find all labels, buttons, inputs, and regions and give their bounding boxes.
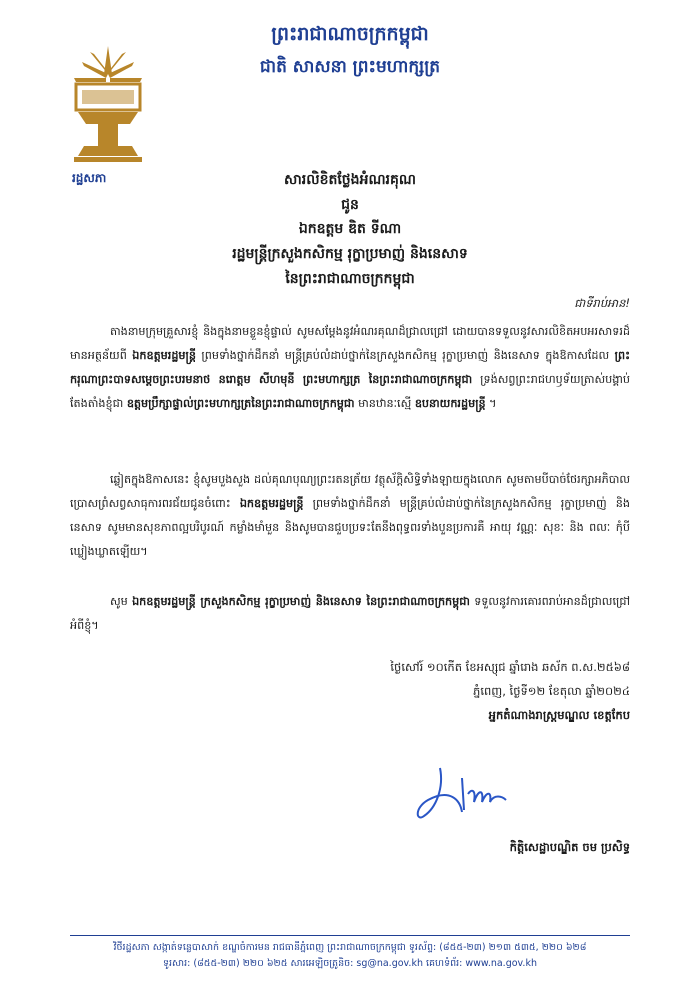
salutation: ជាទីរាប់អាន! bbox=[574, 296, 630, 310]
national-assembly-emblem-icon bbox=[68, 44, 148, 166]
letter-title: សារលិខិតថ្លែងអំណរគុណ bbox=[284, 172, 416, 188]
signature-icon bbox=[410, 738, 530, 828]
paragraph-1: តាងនាមក្រុមគ្រួសារខ្ញុំ និងក្នុងនាមខ្លួនខ្ញុំផ្ទាល់ សូមសម្តែងនូវអំណរគុណដ៏ជ្រាលជ្រៅ ដោយបានទទួលនូវសារលិខិតអបអរសាទរដ៏មានអត្ថន័យពី ឯកឧត្តមរដ្ឋមន្ត្រី ព្រមទាំងថ្នាក់ដឹកនាំ មន្ត្រីគ្រប់លំដាប់ថ្នាក់នៃក្រសួងកសិកម្ម រុក្ខាប្រមាញ់ និងនេសាទ ក្នុងឱកាសដែល ព្រះករុណាព្រះបាទសម្តេចព្រះបរមនាថ នរោត្តម សីហមុនី ព្រះមហាក្សត្រ នៃព្រះរាជាណាចក្រកម្ពុជា ទ្រង់សព្វព្រះរាជហឫទ័យត្រាស់បង្គាប់តែងតាំងខ្ញុំជា ឧត្តមប្រឹក្សាផ្ទាល់ព្រះមហាក្សត្រនៃព្រះរាជាណាចក្រកម្ពុជា មានឋានៈស្មើ ឧបនាយករដ្ឋមន្ត្រី ។ bbox=[70, 325, 630, 410]
footer-contact: ទូរសារ: (៨៥៥-២៣) ២២០ ៦២៥ សារអេឡិចត្រូនិច: sg@na.gov.kh គេហទំព័រ: www.na.gov.kh bbox=[163, 958, 537, 969]
header-motto: ជាតិ សាសនា ព្រះមហាក្សត្រ bbox=[259, 57, 441, 77]
header-kingdom: ព្រះរាជាណាចក្រកម្ពុជា bbox=[271, 23, 429, 45]
recipient-position: រដ្ឋមន្ត្រីក្រសួងកសិកម្ម រុក្ខាប្រមាញ់ និងនេសាទ bbox=[232, 246, 468, 262]
recipient-name: ឯកឧត្តម ឌិត ទីណា bbox=[298, 221, 402, 237]
date-lunar: ថ្ងៃសៅរ៍ ១០កើត ខែអស្សុជ ឆ្នាំរោង ឆស័ក ព.ស.២៥៦៨ bbox=[390, 660, 630, 674]
recipient-country: នៃព្រះរាជាណាចក្រកម្ពុជា bbox=[285, 271, 415, 287]
letter-to: ជូន bbox=[341, 197, 359, 213]
paragraph-3: សូម ឯកឧត្តមរដ្ឋមន្ត្រី ក្រសួងកសិកម្ម រុក្ខាប្រមាញ់ និងនេសាទ នៃព្រះរាជាណាចក្រកម្ពុជា ទទួលនូវការគោរពរាប់អានដ៏ជ្រាលជ្រៅអំពីខ្ញុំ។ bbox=[70, 595, 630, 632]
date-solar: ភ្នំពេញ, ថ្ងៃទី១២ ខែតុលា ឆ្នាំ២០២៤ bbox=[473, 684, 630, 698]
signatory-name: កិត្តិសេដ្ឋាបណ្ឌិត ចម ប្រសិទ្ធ bbox=[509, 840, 630, 854]
paragraph-2: ឆ្លៀតក្នុងឱកាសនេះ ខ្ញុំសូមបួងសួង ដល់គុណបុណ្យព្រះរតនត្រ័យ វត្ថុស័ក្តិសិទ្ធិទាំងឡាយក្នុងលោក សូមតាមបីបាច់ថែរក្សាអភិបាលប្រោសព្រំសព្វសាធុការពរជ័យជូនចំពោះ ឯកឧត្តមរដ្ឋមន្ត្រី ព្រមទាំងថ្នាក់ដឹកនាំ មន្ត្រីគ្រប់លំដាប់ថ្នាក់នៃក្រសួងកសិកម្ម រុក្ខាប្រមាញ់ និងនេសាទ សូមមានសុខភាពល្អបរិបូរណ៍ កម្លាំងមាំមួន និងសូមបានជួបប្រទះតែនឹងពុទ្ធពរទាំងបួនប្រការគឺ អាយុ វណ្ណៈ សុខៈ និង ពលៈ កុំបីឃ្លៀងឃ្លាតឡើយ។ bbox=[70, 473, 630, 558]
emblem-label: រដ្ឋសភា bbox=[72, 171, 107, 185]
footer-address: វិថីរដ្ឋសភា សង្កាត់ទន្លេបាសាក់ ខណ្ឌចំការមន រាជធានីភ្នំពេញ ព្រះរាជាណាចក្រកម្ពុជា ទូរស័ព្ទ: (៨៥៥-២៣) ២១៣ ៥៣៥, ២២០ ៦២៨ bbox=[113, 942, 587, 953]
signatory-role: អ្នកតំណាងរាស្ត្រមណ្ឌល ខេត្តកែប bbox=[488, 708, 630, 722]
footer-divider bbox=[70, 935, 630, 936]
